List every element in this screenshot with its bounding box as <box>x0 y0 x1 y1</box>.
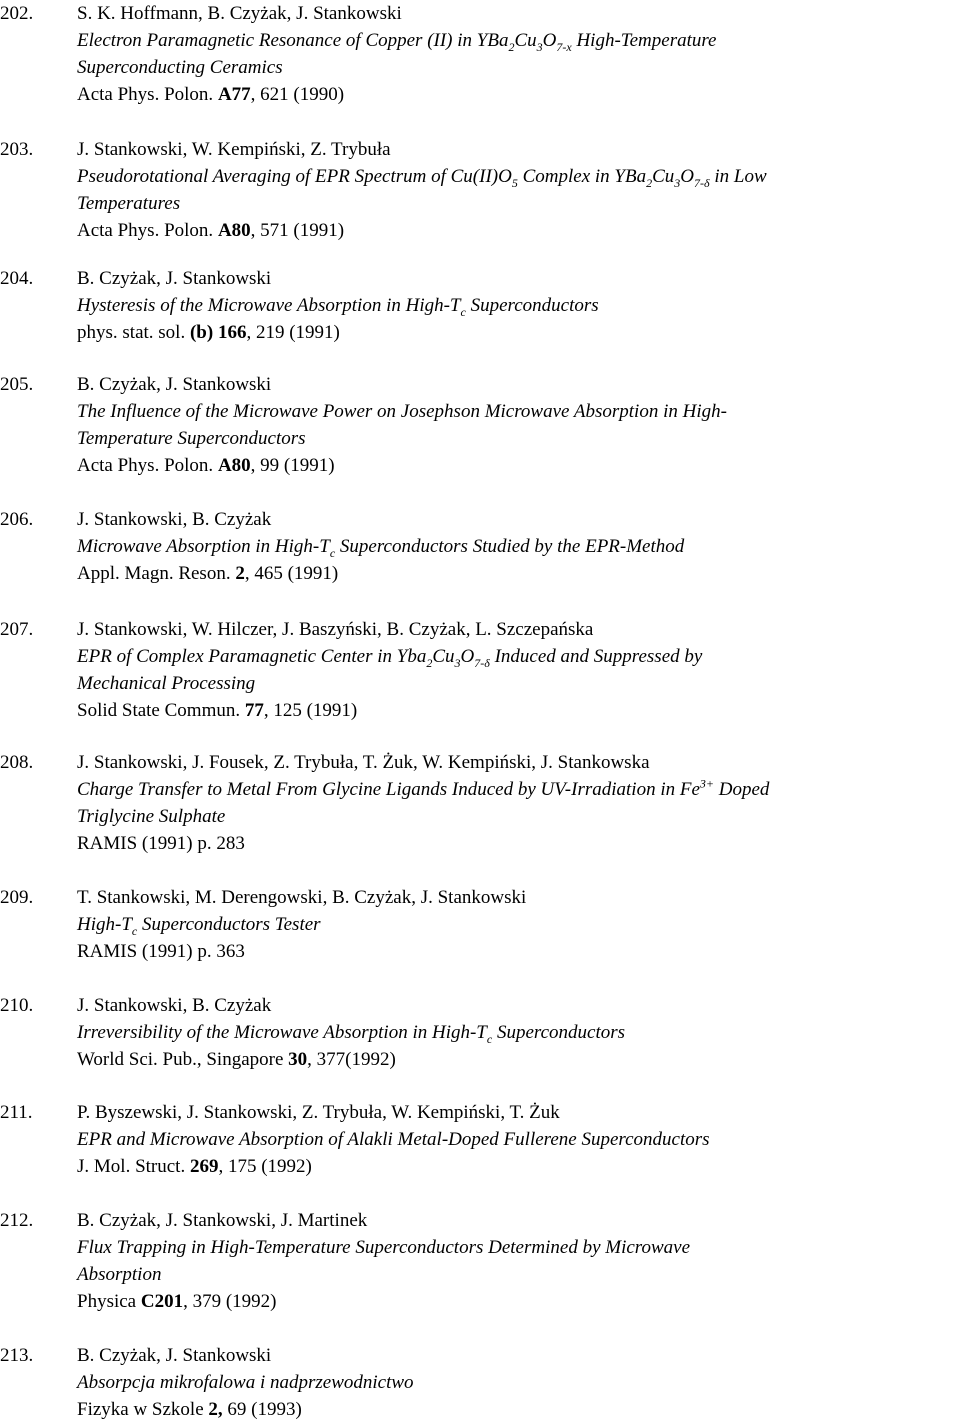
entry-authors: S. K. Hoffmann, B. Czyżak, J. Stankowski <box>77 3 402 24</box>
entry-number: 205. <box>0 374 34 395</box>
entry-authors: P. Byszewski, J. Stankowski, Z. Trybuła, W. Kempiński, T. Żuk <box>77 1102 560 1123</box>
text-run: C201 <box>140 1291 184 1312</box>
entry-title-line <box>77 911 960 938</box>
text-run: phys. stat. sol. <box>77 322 190 343</box>
text-run: Absorption <box>77 1264 162 1285</box>
text-run: Physica <box>77 1291 141 1312</box>
text-run: (b) <box>189 322 214 343</box>
text-run: 7-δ <box>474 655 490 670</box>
text-run: 3 <box>674 175 681 190</box>
entry-number: 202. <box>0 3 34 24</box>
text-run: 2 <box>426 655 433 670</box>
text-run: O <box>680 166 695 187</box>
entry-number: 211. <box>0 1102 33 1123</box>
text-run: Microwave Absorption in High-T <box>77 536 330 557</box>
text-run: 30 <box>288 1049 308 1070</box>
entry-body <box>77 1207 960 1315</box>
entry-source <box>77 81 960 108</box>
text-run: , 377(1992) <box>307 1049 396 1070</box>
entry-title-line <box>77 776 960 803</box>
entry-title-line <box>77 803 960 830</box>
entry-number: 206. <box>0 509 34 530</box>
entry-body <box>77 265 960 346</box>
entry-number: 207. <box>0 619 34 640</box>
text-run: Flux Trapping in High-Temperature Superconductors Determined by Microwave <box>77 1237 691 1258</box>
entry-authors: T. Stankowski, M. Derengowski, B. Czyżak, J. Stankowski <box>77 887 527 908</box>
text-run: Complex in YBa <box>517 166 647 187</box>
text-run: Induced and Suppressed by <box>489 646 703 667</box>
entry-title-line <box>77 398 960 425</box>
entry-source <box>77 1046 960 1073</box>
text-run: Mechanical Processing <box>77 673 256 694</box>
entry-number: 208. <box>0 752 34 773</box>
text-run: 2 <box>235 563 245 584</box>
text-run: c <box>460 304 466 319</box>
text-run: , 621 (1990) <box>250 84 345 105</box>
text-run: in Low <box>709 166 767 187</box>
text-run: Superconductors Tester <box>137 914 321 935</box>
entry-title-line <box>77 27 960 54</box>
entry-authors: J. Stankowski, B. Czyżak <box>77 995 272 1016</box>
text-run: 77 <box>244 700 264 721</box>
entry-title-line <box>77 425 960 452</box>
entry-body <box>77 371 960 479</box>
text-run: 7-x <box>556 39 572 54</box>
entry-authors: B. Czyżak, J. Stankowski <box>77 374 272 395</box>
text-run: O <box>460 646 475 667</box>
entry-title-line <box>77 1261 960 1288</box>
text-run: Cu <box>652 166 675 187</box>
entry-authors: B. Czyżak, J. Stankowski, J. Martinek <box>77 1210 368 1231</box>
text-run: Superconductors <box>492 1022 626 1043</box>
entry-body <box>77 1342 960 1423</box>
text-run: A80 <box>217 220 251 241</box>
entry-source <box>77 938 960 965</box>
text-run: , 465 (1991) <box>244 563 339 584</box>
entry-source <box>77 319 960 346</box>
text-run: Appl. Magn. Reson. <box>77 563 236 584</box>
entry-body <box>77 1099 960 1180</box>
text-run: 5 <box>511 175 518 190</box>
entry-number: 213. <box>0 1345 34 1366</box>
text-run: RAMIS (1991) p. 283 <box>77 833 245 854</box>
entry-authors: B. Czyżak, J. Stankowski <box>77 268 272 289</box>
entry-authors: J. Stankowski, B. Czyżak <box>77 509 272 530</box>
entry-title-line <box>77 670 960 697</box>
text-run: Solid State Commun. <box>77 700 245 721</box>
text-run: Charge Transfer to Metal From Glycine Ligands Induced by UV-Irradiation in Fe <box>77 779 700 800</box>
text-run: c <box>131 923 138 938</box>
text-run: Acta Phys. Polon. <box>77 84 218 105</box>
text-run: A77 <box>217 84 251 105</box>
text-run: 269 <box>189 1156 219 1177</box>
entry-number: 212. <box>0 1210 34 1231</box>
text-run: Temperature Superconductors <box>77 428 306 449</box>
text-run: The Influence of the Microwave Power on Josephson Microwave Absorption in High- <box>77 401 727 422</box>
entry-number: 203. <box>0 139 34 160</box>
entry-title-line <box>77 533 960 560</box>
entry-source <box>77 1396 960 1423</box>
text-run: , 219 (1991) <box>246 322 340 343</box>
entry-source <box>77 1288 960 1315</box>
text-run: Acta Phys. Polon. <box>77 220 218 241</box>
text-run: 3+ <box>699 776 714 791</box>
text-run: , 125 (1991) <box>263 700 358 721</box>
text-run: Doped <box>714 779 770 800</box>
text-run: c <box>329 545 336 560</box>
entry-body <box>77 992 960 1073</box>
entry-number: 209. <box>0 887 34 908</box>
text-run: , 175 (1992) <box>218 1156 312 1177</box>
text-run: EPR of Complex Paramagnetic Center in Yba <box>77 646 427 667</box>
entry-authors: B. Czyżak, J. Stankowski <box>77 1345 272 1366</box>
entry-body <box>77 884 960 965</box>
entry-source <box>77 697 960 724</box>
text-run: Fizyka w Szkole <box>77 1399 209 1420</box>
text-run: RAMIS (1991) p. 363 <box>77 941 245 962</box>
text-run: , 571 (1991) <box>250 220 345 241</box>
entry-body <box>77 749 960 857</box>
entry-title-line <box>77 190 960 217</box>
text-run: Pseudorotational Averaging of EPR Spectrum of Cu(II)O <box>77 166 512 187</box>
entry-title-line <box>77 292 960 319</box>
entry-body <box>77 136 960 244</box>
entry-body <box>77 0 960 108</box>
entry-source <box>77 217 960 244</box>
text-run: , 379 (1992) <box>183 1291 277 1312</box>
text-run: Hysteresis of the Microwave Absorption in High-T <box>77 295 461 316</box>
entry-authors: J. Stankowski, W. Kempiński, Z. Trybuła <box>77 139 391 160</box>
text-run: A80 <box>217 455 251 476</box>
entry-title-line <box>77 1369 960 1396</box>
entry-title-line <box>77 1234 960 1261</box>
text-run: Superconductors Studied by the EPR-Method <box>335 536 685 557</box>
entry-authors: J. Stankowski, J. Fousek, Z. Trybuła, T. Żuk, W. Kempiński, J. Stankowska <box>77 752 650 773</box>
entry-title-line <box>77 54 960 81</box>
text-run: 69 (1993) <box>222 1399 302 1420</box>
entry-source <box>77 452 960 479</box>
text-run: Temperatures <box>77 193 181 214</box>
text-run: Superconducting Ceramics <box>77 57 283 78</box>
text-run: 2, <box>208 1399 223 1420</box>
text-run: O <box>542 30 557 51</box>
text-run: 7-δ <box>694 175 710 190</box>
text-run: 3 <box>536 39 543 54</box>
text-run: Triglycine Sulphate <box>77 806 226 827</box>
entry-body <box>77 616 960 724</box>
entry-authors: J. Stankowski, W. Hilczer, J. Baszyński, B. Czyżak, L. Szczepańska <box>77 619 594 640</box>
entry-title-line <box>77 643 960 670</box>
text-run: Acta Phys. Polon. <box>77 455 218 476</box>
text-run: J. Mol. Struct. <box>77 1156 190 1177</box>
entry-source <box>77 560 960 587</box>
text-run: EPR and Microwave Absorption of Alakli Metal-Doped Fullerene Superconductors <box>77 1129 710 1150</box>
text-run: 166 <box>217 322 247 343</box>
text-run: Cu <box>432 646 455 667</box>
entry-body <box>77 506 960 587</box>
entry-title-line <box>77 1126 960 1153</box>
text-run: High-Temperature <box>571 30 717 51</box>
text-run: 2 <box>646 175 653 190</box>
entry-source <box>77 1153 960 1180</box>
text-run: Superconductors <box>465 295 599 316</box>
text-run: Absorpcja mikrofalowa i nadprzewodnictwo <box>77 1372 414 1393</box>
text-run: , 99 (1991) <box>250 455 335 476</box>
text-run: Irreversibility of the Microwave Absorption in High-T <box>77 1022 487 1043</box>
entry-title-line <box>77 1019 960 1046</box>
text-run: c <box>486 1031 493 1046</box>
text-run: Cu <box>514 30 537 51</box>
entry-number: 210. <box>0 995 34 1016</box>
text-run: 2 <box>508 39 515 54</box>
text-run: 3 <box>454 655 461 670</box>
entry-number: 204. <box>0 268 34 289</box>
text-run: World Sci. Pub., Singapore <box>77 1049 289 1070</box>
entry-title-line <box>77 163 960 190</box>
entry-source <box>77 830 960 857</box>
text-run: High-T <box>77 914 132 935</box>
text-run: Electron Paramagnetic Resonance of Copper (II) in YBa <box>77 30 509 51</box>
